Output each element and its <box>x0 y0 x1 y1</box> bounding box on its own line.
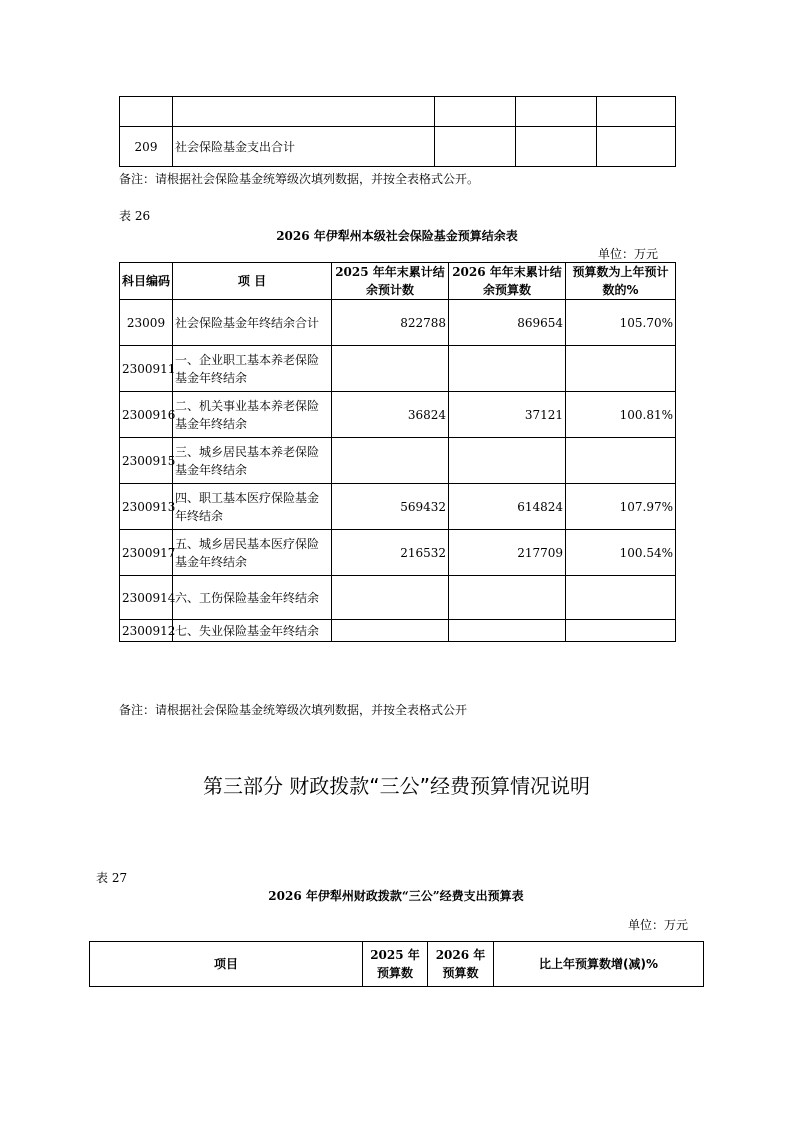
name-cell: 六、工伤保险基金年终结余 <box>173 576 332 620</box>
name-cell: 七、失业保险基金年终结余 <box>173 620 332 642</box>
value-cell <box>516 127 597 167</box>
prev-cell: 822788 <box>332 300 449 346</box>
cur-cell <box>449 346 566 392</box>
table-row <box>120 300 676 346</box>
cur-cell <box>449 576 566 620</box>
pct-cell: 105.70% <box>566 300 676 346</box>
prev-cell <box>332 438 449 484</box>
pct-cell <box>566 576 676 620</box>
cur-cell: 37121 <box>449 392 566 438</box>
name-cell: 二、机关事业基本养老保险基金年终结余 <box>173 392 332 438</box>
table-27-title: 2026 年伊犁州财政拨款“三公”经费支出预算表 <box>268 889 524 903</box>
header-2025: 2025 年预算数 <box>363 942 428 987</box>
name-cell: 三、城乡居民基本养老保险基金年终结余 <box>173 438 332 484</box>
name-cell: 四、职工基本医疗保险基金年终结余 <box>173 484 332 530</box>
value-cell <box>435 127 516 167</box>
value-cell <box>597 97 676 127</box>
table-row <box>120 484 676 530</box>
code-cell: 2300911 <box>120 346 173 392</box>
code-cell <box>120 97 173 127</box>
cur-cell: 869654 <box>449 300 566 346</box>
table-row <box>120 97 676 127</box>
table-row <box>120 392 676 438</box>
code-cell: 2300917 <box>120 530 173 576</box>
header-item: 项目 <box>90 942 363 987</box>
pct-cell: 107.97% <box>566 484 676 530</box>
table-header-row <box>90 942 704 987</box>
name-cell <box>173 97 435 127</box>
table-27-unit: 单位：万元 <box>628 918 689 932</box>
header-2026: 2026 年预算数 <box>428 942 494 987</box>
note-1: 备注：请根据社会保险基金统筹级次填列数据，并按全表格式公开。 <box>119 172 480 186</box>
header-pct: 预算数为上年预计数的% <box>566 263 676 300</box>
header-item: 项 目 <box>173 263 332 300</box>
table-row <box>120 530 676 576</box>
name-cell: 社会保险基金年终结余合计 <box>173 300 332 346</box>
table-27 <box>89 941 704 987</box>
top-table <box>119 96 676 167</box>
header-cur: 2026 年年末累计结余预算数 <box>449 263 566 300</box>
table-row <box>120 127 676 167</box>
table-row <box>120 346 676 392</box>
table-26-unit: 单位：万元 <box>598 247 659 261</box>
table-26-note: 备注：请根据社会保险基金统筹级次填列数据，并按全表格式公开 <box>119 703 468 717</box>
prev-cell <box>332 346 449 392</box>
table-26-label: 表 26 <box>119 209 151 223</box>
section-3-title: 第三部分 财政拨款“三公”经费预算情况说明 <box>202 774 591 798</box>
table-26 <box>119 262 676 642</box>
prev-cell <box>332 576 449 620</box>
table-row <box>120 576 676 620</box>
header-change: 比上年预算数增(减)% <box>494 942 704 987</box>
value-cell <box>597 127 676 167</box>
pct-cell: 100.54% <box>566 530 676 576</box>
code-cell: 2300912 <box>120 620 173 642</box>
code-cell: 209 <box>120 127 173 167</box>
table-26-title: 2026 年伊犁州本级社会保险基金预算结余表 <box>276 229 518 243</box>
code-cell: 2300913 <box>120 484 173 530</box>
prev-cell: 569432 <box>332 484 449 530</box>
code-cell: 23009 <box>120 300 173 346</box>
value-cell <box>435 97 516 127</box>
name-cell: 一、企业职工基本养老保险基金年终结余 <box>173 346 332 392</box>
cur-cell: 217709 <box>449 530 566 576</box>
code-cell: 2300915 <box>120 438 173 484</box>
name-cell: 五、城乡居民基本医疗保险基金年终结余 <box>173 530 332 576</box>
table-row <box>120 620 676 642</box>
table-27-label: 表 27 <box>96 871 128 885</box>
cur-cell <box>449 438 566 484</box>
code-cell: 2300916 <box>120 392 173 438</box>
cur-cell: 614824 <box>449 484 566 530</box>
prev-cell: 216532 <box>332 530 449 576</box>
value-cell <box>516 97 597 127</box>
table-row <box>120 438 676 484</box>
prev-cell: 36824 <box>332 392 449 438</box>
pct-cell <box>566 620 676 642</box>
pct-cell <box>566 438 676 484</box>
header-prev: 2025 年年末累计结余预计数 <box>332 263 449 300</box>
code-cell: 2300914 <box>120 576 173 620</box>
name-cell: 社会保险基金支出合计 <box>173 127 435 167</box>
table-header-row <box>120 263 676 300</box>
prev-cell <box>332 620 449 642</box>
pct-cell: 100.81% <box>566 392 676 438</box>
header-code: 科目编码 <box>120 263 173 300</box>
cur-cell <box>449 620 566 642</box>
pct-cell <box>566 346 676 392</box>
